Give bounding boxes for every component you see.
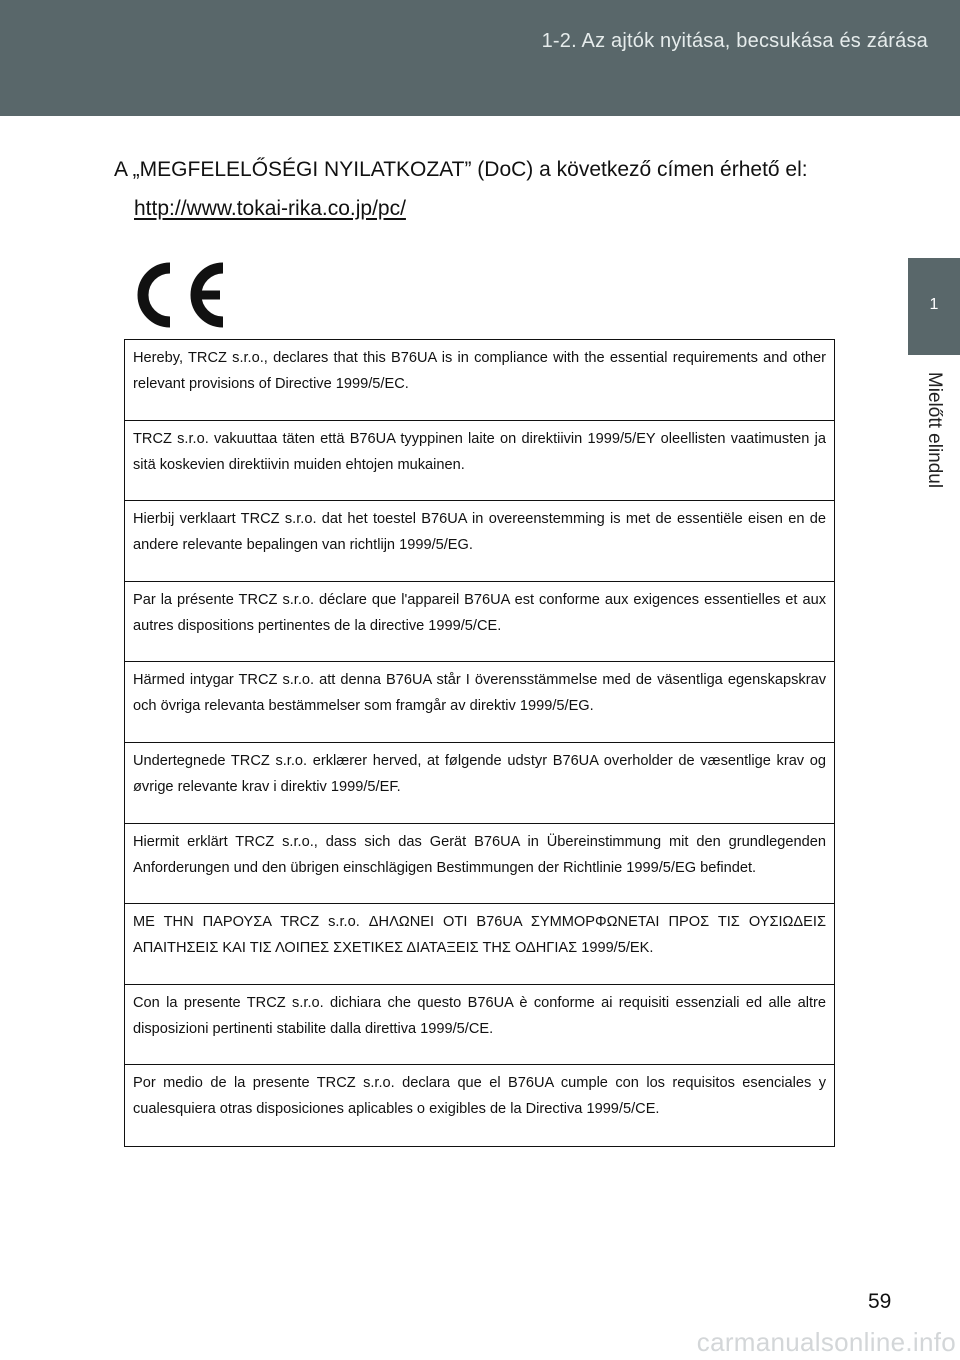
page-number: 59 [868, 1290, 892, 1313]
chapter-label: Mielőtt elindul [924, 371, 945, 489]
declaration-spanish: Por medio de la presente TRCZ s.r.o. declara que el B76UA cumple con los requisitos esenciales y cualesquiera otras disposiciones aplicables o exigibles de la Directiva 1999/5/CE. [133, 1075, 826, 1118]
watermark: carmanualsonline.info [696, 1327, 956, 1357]
declaration-english: Hereby, TRCZ s.r.o., declares that this B76UA is in compliance with the essential requirements and other relevant provisions of Directive 1999/5/EC. [125, 340, 834, 421]
doc-url-link[interactable]: http://www.tokai-rika.co.jp/pc/ [134, 197, 406, 220]
declaration-italian: Con la presente TRCZ s.r.o. dichiara che questo B76UA è conforme ai requisiti essenziali ed alle altre disposizioni pertinenti stabilite dalla direttiva 1999/5/CE. [125, 985, 834, 1066]
declaration-table [124, 339, 835, 1147]
declaration-swedish: Härmed intygar TRCZ s.r.o. att denna B76UA står I överensstämmelse med de väsentliga egenskapskrav och övriga relevanta bestämmelser som framgår av direktiv 1999/5/EG. [125, 662, 834, 743]
declaration-dutch: Hierbij verklaart TRCZ s.r.o. dat het toestel B76UA in overeenstemming is met de essentiële eisen en de andere relevante bepalingen van richtlijn 1999/5/EG. [125, 501, 834, 582]
declaration-danish: Undertegnede TRCZ s.r.o. erklærer herved, at følgende udstyr B76UA overholder de væsentlige krav og øvrige relevante krav i direktiv 1999/5/EF. [125, 743, 834, 824]
declaration-greek: ΜΕ ΤΗΝ ΠΑΡΟΥΣΑ TRCZ s.r.o. ΔΗΛΩΝΕΙ ΟΤΙ B76UA ΣΥΜΜΟΡΦΩΝΕΤΑΙ ΠΡΟΣ ΤΙΣ ΟΥΣΙΩΔΕΙΣ ΑΠΑΙΤΗΣΕΙΣ ΚΑΙ ΤΙΣ ΛΟΙΠΕΣ ΣΧΕΤΙΚΕΣ ΔΙΑΤΑΞΕΙΣ ΤΗΣ ΟΔΗΓΙΑΣ 1999/5/ΕΚ. [125, 904, 834, 985]
doc-intro-text: A „MEGFELELŐSÉGI NYILATKOZAT” (DoC) a következő címen érhető el: [114, 158, 808, 181]
chapter-number: 1 [929, 296, 939, 313]
declaration-french: Par la présente TRCZ s.r.o. déclare que l'appareil B76UA est conforme aux exigences essentielles et aux autres dispositions pertinentes de la directive 1999/5/CE. [125, 582, 834, 663]
declaration-finnish: TRCZ s.r.o. vakuuttaa täten että B76UA tyyppinen laite on direktiivin 1999/5/EY oleellisten vaatimusten ja sitä koskevien direktiivin muiden ehtojen mukainen. [125, 421, 834, 502]
chapter-tab [908, 258, 960, 355]
ce-mark-icon [134, 262, 226, 328]
header-band [0, 0, 960, 116]
declaration-german: Hiermit erklärt TRCZ s.r.o., dass sich das Gerät B76UA in Übereinstimmung mit den grundlegenden Anforderungen und den übrigen einschlägigen Bestimmungen der Richtlinie 1999/5/EG befindet. [125, 824, 834, 905]
section-title: 1-2. Az ajtók nyitása, becsukása és zárása [541, 30, 928, 52]
